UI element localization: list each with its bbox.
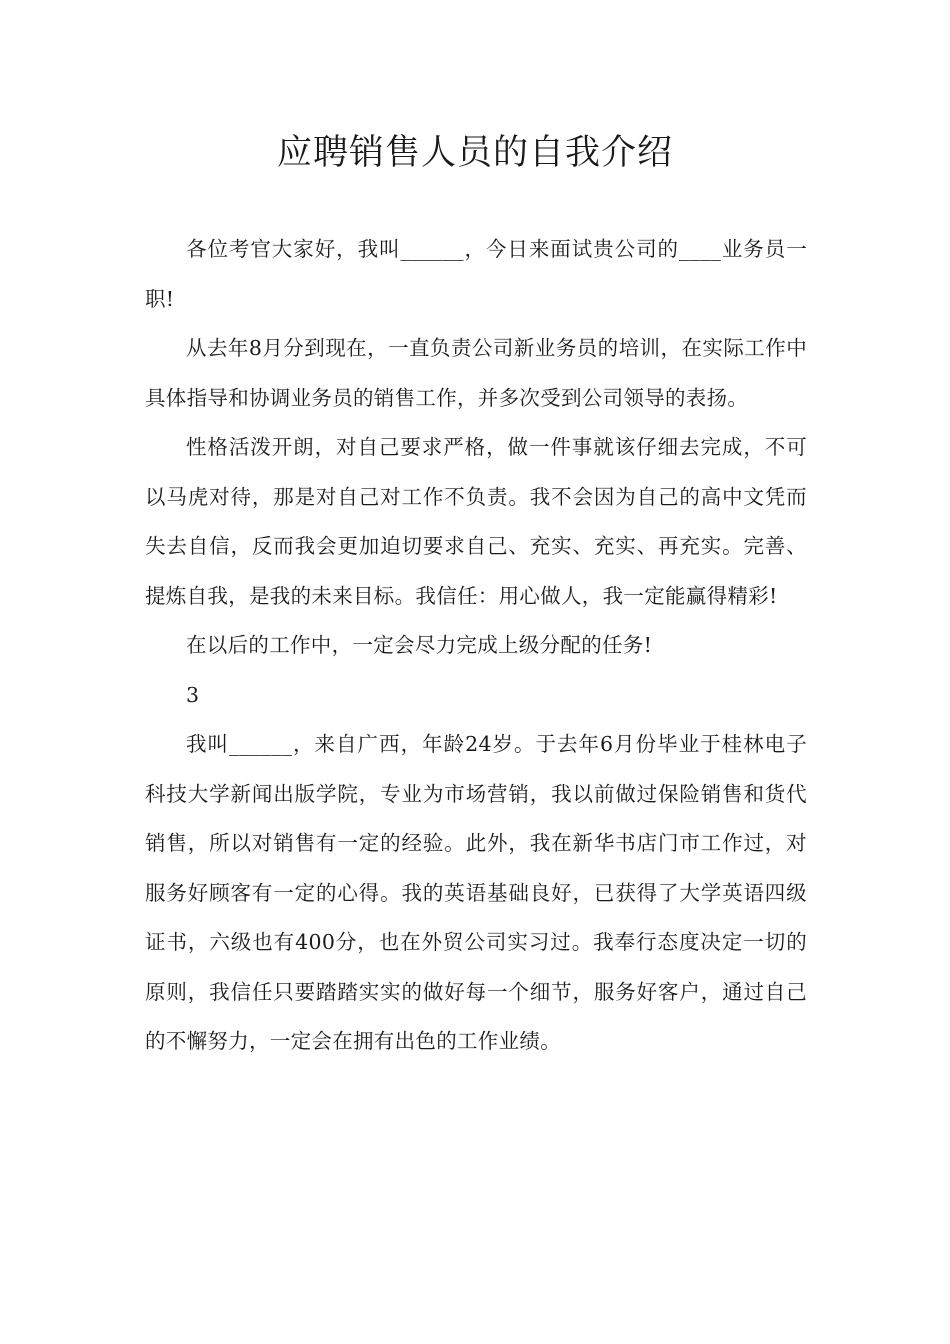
- document-title: 应聘销售人员的自我介绍: [276, 133, 673, 173]
- paragraph-commitment: 在以后的工作中，一定会尽力完成上级分配的任务!: [186, 633, 653, 657]
- section-number: 3: [186, 682, 200, 707]
- paragraph-personality: 性格活泼开朗，对自己要求严格，做一件事就该仔细去完成，不可以马虎对待，那是对自己对工作不负责。我不会因为自己的高中文凭而失去自信，反而我会更加迫切要求自己、充实、充实、再充实。完善、提炼自我，是我的未来目标。我信任：用心做人，我一定能赢得精彩!: [145, 435, 807, 608]
- paragraph-experience: 从去年8月分到现在，一直负责公司新业务员的培训，在实际工作中具体指导和协调业务员的销售工作，并多次受到公司领导的表扬。: [145, 336, 807, 410]
- paragraph-greeting: 各位考官大家好，我叫______，今日来面试贵公司的____业务员一职!: [145, 237, 807, 311]
- paragraph-introduction-2: 我叫______，来自广西，年龄24岁。于去年6月份毕业于桂林电子科技大学新闻出版学院，专业为市场营销，我以前做过保险销售和货代销售，所以对销售有一定的经验。此外，我在新华书店门市工作过，对服务好顾客有一定的心得。我的英语基础良好，已获得了大学英语四级证书，六级也有400分，也在外贸公司实习过。我奉行态度决定一切的原则，我信任只要踏踏实实的做好每一个细节，服务好客户，通过自己的不懈努力，一定会在拥有出色的工作业绩。: [145, 732, 807, 1053]
- document-body: [145, 225, 807, 1067]
